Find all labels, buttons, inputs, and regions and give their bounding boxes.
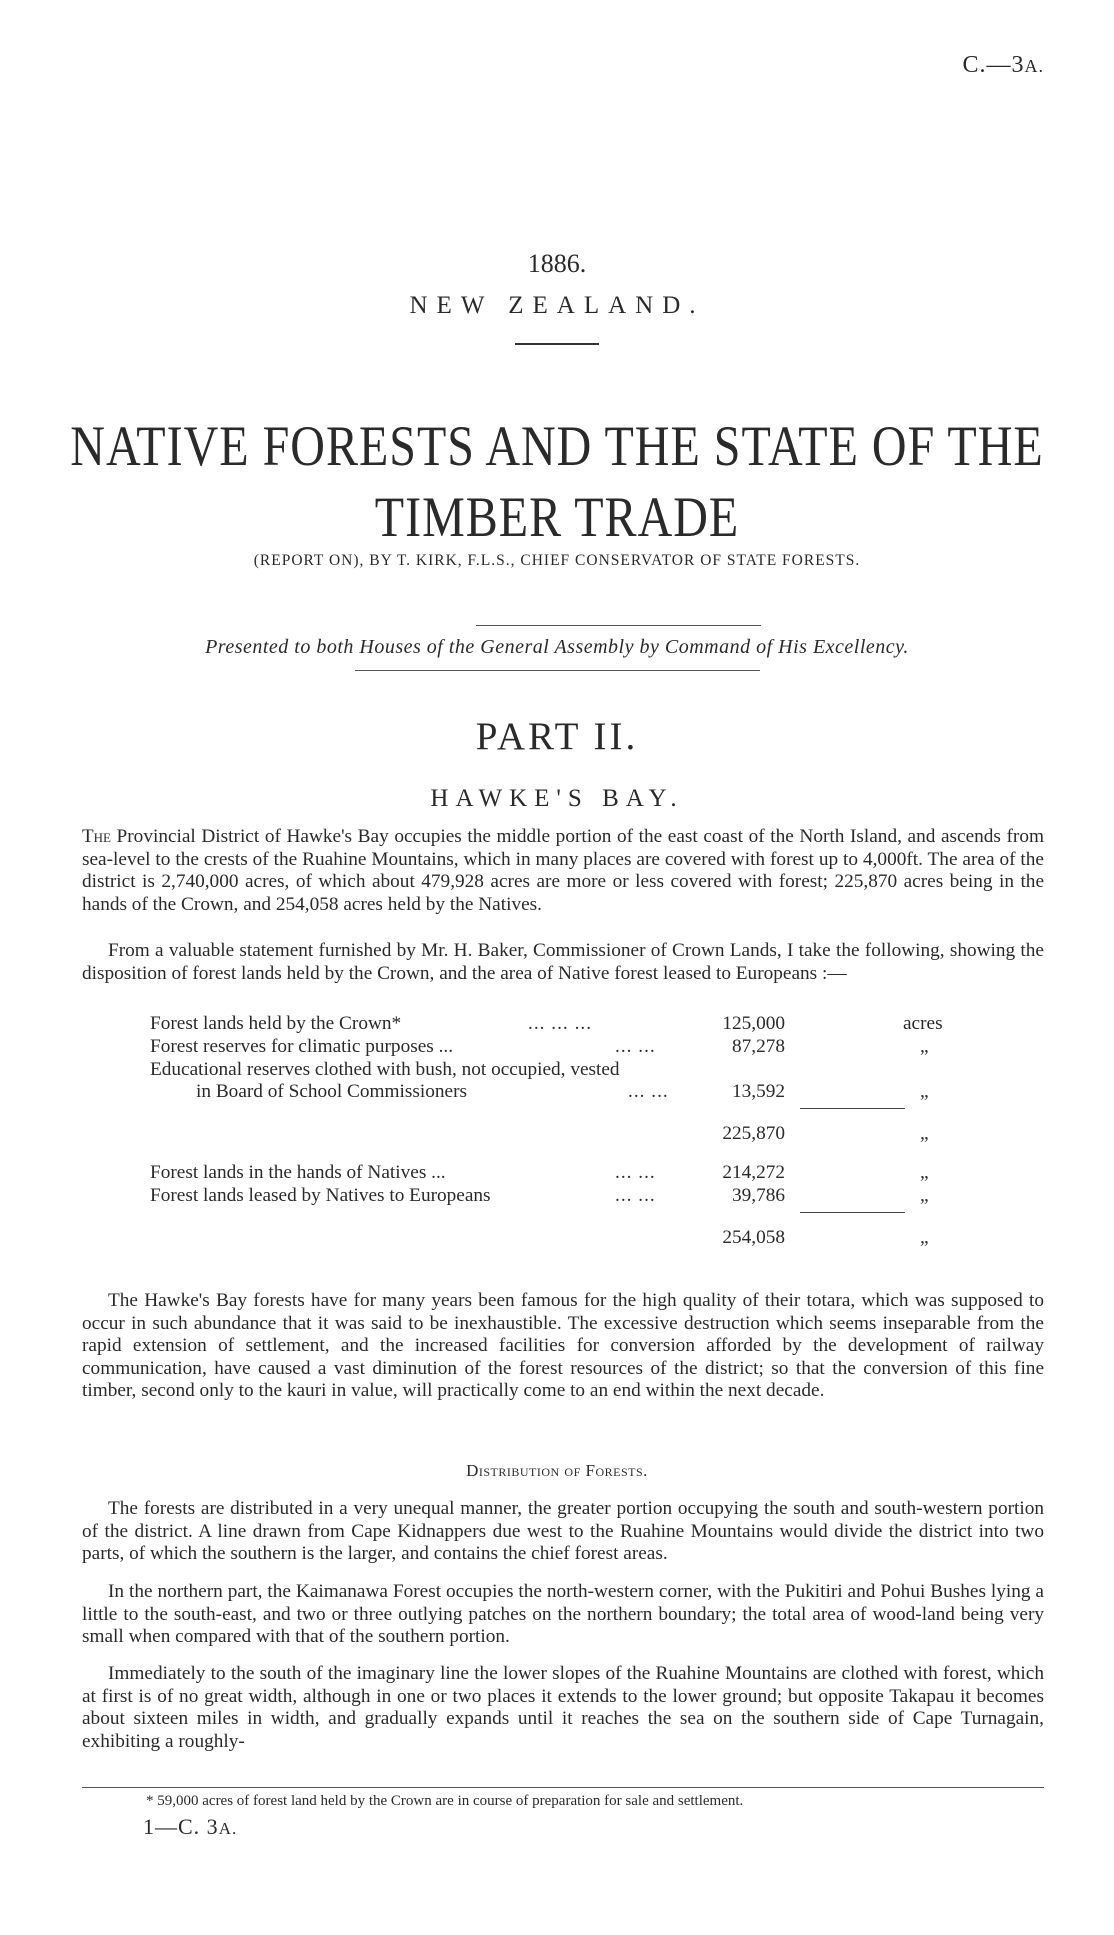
total-unit: „ [920, 1123, 929, 1144]
country: NEW ZEALAND. [409, 292, 705, 319]
document-title [0, 412, 1114, 554]
paragraph-intro [82, 826, 1044, 916]
sum-rule [800, 1212, 905, 1213]
row-unit: acres [903, 1013, 943, 1034]
leader-dots: ... ... [615, 1185, 656, 1206]
total-value: 225,870 [722, 1123, 785, 1144]
leader-dots: ... ... [615, 1162, 656, 1183]
row-label: in Board of School Commissioners [196, 1081, 468, 1102]
divider [476, 625, 761, 626]
table-row [150, 1035, 950, 1059]
sheet-signature-suffix: A. [218, 1819, 238, 1838]
title-line-1: NATIVE FORESTS AND THE STATE OF THE [70, 415, 1044, 479]
row-value: 214,272 [722, 1162, 785, 1183]
row-label: Forest lands leased by Natives to Europeans [150, 1185, 491, 1206]
presented-line: Presented to both Houses of the General Assembly by Command of His Excellency. [205, 636, 909, 658]
part-heading: PART II. [475, 715, 639, 758]
row-value: 39,786 [731, 1185, 785, 1206]
row-unit: „ [920, 1185, 929, 1206]
divider [515, 343, 599, 345]
total-value: 254,058 [722, 1227, 785, 1248]
paragraph-distribution: The forests are distributed in a very unequal manner, the greater portion occupying the south and south-western portion of the district. A line drawn from Cape Kidnappers due west to the Ruahine Mountains would divide the district into two parts, of which the southern is the larger, and contains the chief forest areas. [82, 1498, 1044, 1565]
paragraph-ruahine: Immediately to the south of the imaginary line the lower slopes of the Ruahine Mountains are clothed with forest, which at first is of no great width, although in one or two places it extends to the lower ground; but opposite Takapau it becomes about sixteen miles in width, and gradually expands until it reaches the sea on the southern side of Cape Turnagain, exhibiting a roughly- [82, 1663, 1044, 1752]
region-heading: HAWKE'S BAY. [430, 785, 684, 812]
table-row [150, 1080, 950, 1104]
table-total-row [150, 1122, 950, 1146]
row-unit: „ [920, 1036, 929, 1057]
footnote-divider [82, 1787, 1044, 1788]
row-label: Educational reserves clothed with bush, not occupied, vested [150, 1059, 620, 1080]
sheet-signature [143, 1814, 237, 1840]
row-value: 87,278 [731, 1036, 785, 1057]
paragraph-statement: From a valuable statement furnished by Mr. H. Baker, Commissioner of Crown Lands, I take the following, showing the disposition of forest lands held by the Crown, and the area of Native forest leased to Europeans :— [82, 940, 1044, 984]
row-unit: „ [920, 1162, 929, 1183]
table-row [150, 1184, 950, 1208]
paper-reference [962, 52, 1044, 79]
row-label: Forest lands held by the Crown* [150, 1013, 402, 1034]
paragraph-northern-part: In the northern part, the Kaimanawa Forest occupies the north-western corner, with the Pukitiri and Pohui Bushes lying a little to the south-east, and two or three outlying patches on the northern boundary; the total area of wood-land being very small when compared with that of the southern portion. [82, 1581, 1044, 1648]
row-unit: „ [920, 1081, 929, 1102]
footnote: * 59,000 acres of forest land held by the Crown are in course of preparation for sale and settlement. [146, 1793, 744, 1809]
document-subtitle: (REPORT ON), BY T. KIRK, F.L.S., CHIEF CONSERVATOR OF STATE FORESTS. [253, 552, 861, 569]
paper-reference-suffix: A. [1024, 56, 1044, 76]
title-line-2: TIMBER TRADE [374, 486, 740, 549]
table-row [150, 1058, 950, 1082]
divider [355, 670, 760, 671]
total-unit: „ [920, 1227, 929, 1248]
table-row [150, 1012, 950, 1036]
sheet-signature-main: 1—C. 3 [143, 1814, 219, 1839]
row-label: Forest lands in the hands of Natives ... [150, 1162, 446, 1183]
section-heading: Distribution of Forests. [466, 1461, 648, 1480]
table-total-row [150, 1226, 950, 1250]
paragraph-intro-text: Provincial District of Hawke's Bay occupies the middle portion of the east coast of the North Island, and ascends from sea-level to the crests of the Ruahine Mountains, which in many places are covered with forest up to 4,000ft. The area of the district is 2,740,000 acres, of which about 479,928 acres are more or less covered with forest; 225,870 acres being in the hands of the Crown, and 254,058 acres held by the Natives. [82, 826, 1044, 915]
table-row [150, 1161, 950, 1185]
leader-dots: ... ... [615, 1036, 656, 1057]
paragraph-lead-word: The [82, 826, 111, 847]
row-value: 13,592 [731, 1081, 785, 1102]
row-value: 125,000 [722, 1013, 785, 1034]
paragraph-totara: The Hawke's Bay forests have for many years been famous for the high quality of their totara, which was supposed to occur in such abundance that it was said to be inexhaustible. The excessive destruction which seems inseparable from the rapid extension of settlement, and the increased facilities for conversion afforded by the development of railway communication, have caused a vast diminution of the forest resources of the district; so that the conversion of this fine timber, second only to the kauri in value, will practically come to an end within the next decade. [82, 1290, 1044, 1402]
sum-rule [800, 1108, 905, 1109]
leader-dots: ... ... [628, 1081, 669, 1102]
paper-reference-main: C.—3 [962, 52, 1025, 78]
row-label: Forest reserves for climatic purposes ... [150, 1036, 454, 1057]
leader-dots: ... ... ... [528, 1013, 593, 1034]
year: 1886. [527, 249, 587, 278]
